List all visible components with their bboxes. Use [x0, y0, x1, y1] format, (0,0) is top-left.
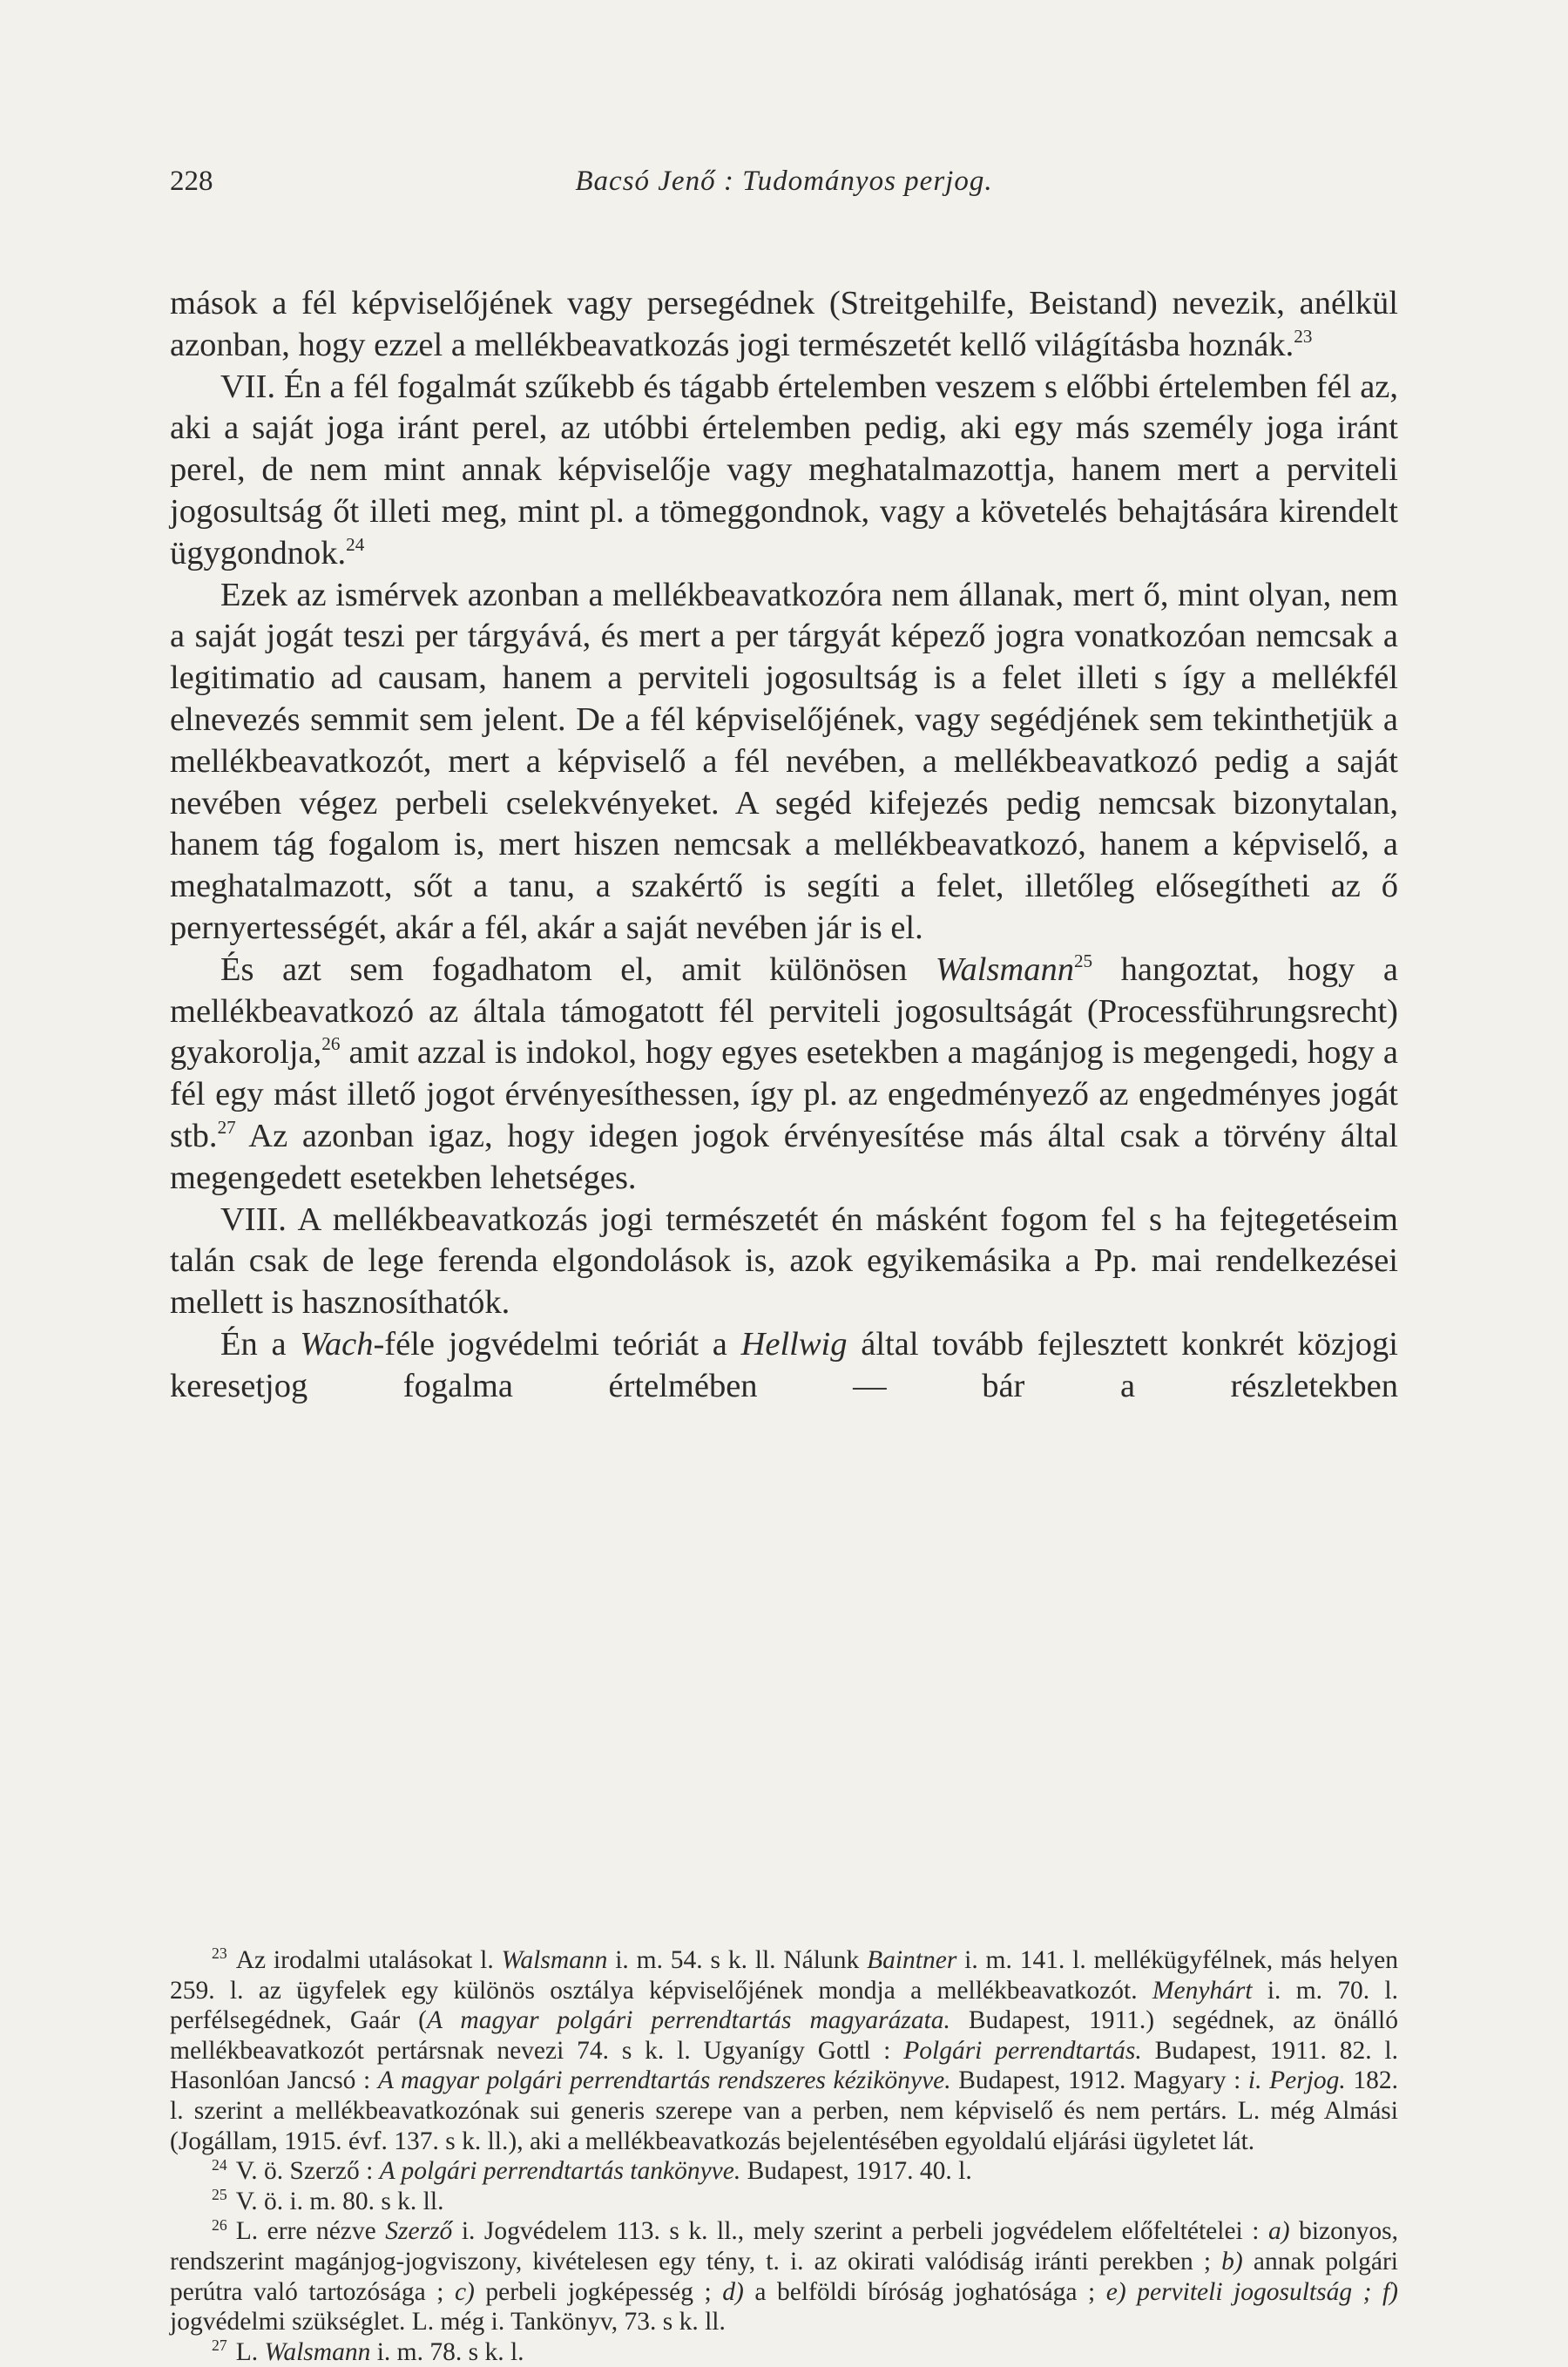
- paragraph: VII. Én a fél fogalmát szűkebb és tágabb értelemben veszem s előbbi értelemben fél az, aki a saját joga iránt perel, az utóbbi értelemben pedig, aki egy más személy joga iránt perel, de nem mint annak képviselője vagy meghatalmazottja, hanem mert a perviteli jogosultság őt illeti meg, mint pl. a tömeggondnok, vagy a követelés behajtására kirendelt ügygondnok.$^{24}$: [170, 368, 1398, 571]
- footnote-ref: 26: [321, 1033, 341, 1055]
- footnotes: [170, 1945, 1398, 2367]
- paragraph: Én a Wach-féle jogvédelmi teóriát a Hellwig által tovább fejlesztett konkrét közjogi keresetjog fogalma értelmében — bár a részletekben: [170, 1325, 1398, 1404]
- page-number: 228: [170, 166, 213, 197]
- main-text: [170, 283, 1398, 1408]
- paragraph: És azt sem fogadhatom el, amit különösen Walsmann$^{25}$ hangoztat, hogy a mellékbeavatkozó az általa támogatott fél perviteli jogosultságát (Processführungsrecht) gyakorolja,$^{26}$ amit azzal is indokol, hogy egyes esetekben a magánjog is megengedi, hogy a fél egy mást illető jogot érvényesíthessen, így pl. az engedményező az engedményes jogát stb.$^{27}$ Az azonban igaz, hogy idegen jogok érvényesítése más által csak a törvény által megengedett esetekben lehetséges.: [170, 950, 1398, 1196]
- footnote-ref: 27: [217, 1117, 236, 1139]
- running-title: Bacsó Jenő : Tudományos perjog.: [575, 166, 993, 197]
- paragraph: VIII. A mellékbeavatkozás jogi természetét én másként fogom fel s ha fejtegetéseim talán csak de lege ferenda elgondolások is, azok egyikemásika a Pp. mai rendelkezései mellett is hasznosíthatók.: [170, 1200, 1398, 1322]
- paragraph: mások a fél képviselőjének vagy persegédnek (Streitgehilfe, Beistand) nevezik, anélkül azonban, hogy ezzel a mellékbeavatkozás jogi természetét kellő világításba hoznák.$^{23}$: [170, 285, 1398, 363]
- paragraph: Ezek az ismérvek azonban a mellékbeavatkozóra nem állanak, mert ő, mint olyan, nem a saját jogát teszi per tárgyává, és mert a per tárgyát képező jogra vonatkozóan nemcsak a legitimatio ad causam, hanem a perviteli jogosultság is a felet illeti s így a mellékfél elnevezés semmit sem jelent. De a fél képviselőjének, vagy segédjének sem tekinthetjük a mellékbeavatkozót, mert a képviselő a fél nevében, a mellékbeavatkozó pedig a saját nevében végez perbeli cselekvényeket. A segéd kifejezés pedig nemcsak bizonytalan, hanem tág fogalom is, mert hiszen nemcsak a mellékbeavatkozó, hanem a képviselő, a meghatalmazott, sőt a tanu, a szakértő is segíti a felet, illetőleg elősegítheti az ő pernyertességét, akár a fél, akár a saját nevében jár is el.: [170, 576, 1398, 946]
- footnote-26: $^{26}$ L. erre nézve Szerző i. Jogvédelem 113. s k. ll., mely szerint a perbeli jogvédelem előfeltételei : a) bizonyos, rendszerint magánjog-jogviszony, kivételesen egy tény, t. i. az okirati valódiság iránti perekben ; b) annak polgári perútra való tartozósága ; c) perbeli jogképesség ; d) a belföldi bíróság joghatósága ; e) perviteli jogosultság ; f) jogvédelmi szükséglet. L. még i. Tankönyv, 73. s k. ll.: [170, 2215, 1398, 2337]
- footnote-27: $^{27}$ L. Walsmann i. m. 78. s k. l.: [212, 2337, 524, 2366]
- footnote-24: $^{24}$ V. ö. Szerző : A polgári perrendtartás tankönyve. Budapest, 1917. 40. l.: [212, 2155, 972, 2186]
- footnote-25: $^{25}$ V. ö. i. m. 80. s k. ll.: [212, 2186, 444, 2215]
- footnote-ref: 25: [1073, 950, 1093, 971]
- footnote-ref: 23: [1294, 325, 1313, 347]
- footnote-23: $^{23}$ Az irodalmi utalásokat l. Walsmann i. m. 54. s k. ll. Nálunk Baintner i. m. 141. l. mellékügyfélnek, más helyen 259. l. az ügyfelek egy különös osztálya képviselőjének mondja a mellékbeavatkozót. Menyhárt i. m. 70. l. perfélsegédnek, Gaár (A magyar polgári perrendtartás magyarázata. Budapest, 1911.) segédnek, az önálló mellékbeavatkozót pertársnak nevezi 74. s k. l. Ugyanígy Gottl : Polgári perrendtartás. Budapest, 1911. 82. l. Hasonlóan Jancsó : A magyar polgári perrendtartás rendszeres kézikönyve. Budapest, 1912. Magyary : i. Perjog. 182. l. szerint a mellékbeavatkozónak sui generis szerepe van a perben, nem képviselő és nem pertárs. L. még Almási (Jogállam, 1915. évf. 137. s k. ll.), aki a mellékbeavatkozás bejelentésében egyoldalú eljárási ügyletet lát.: [170, 1944, 1399, 2155]
- footnote-ref: 24: [346, 533, 365, 555]
- page-header: [170, 166, 1398, 209]
